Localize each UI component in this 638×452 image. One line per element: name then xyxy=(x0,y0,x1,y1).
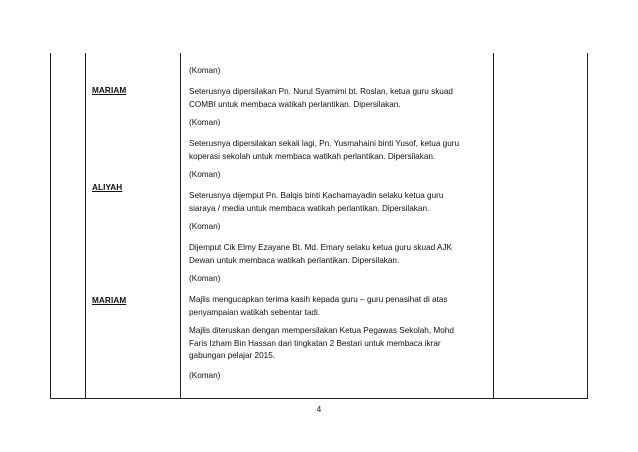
text-line: (Koman) xyxy=(189,274,221,283)
script-paragraph xyxy=(189,294,494,319)
text-line: (Koman) xyxy=(189,118,221,127)
script-paragraph xyxy=(189,370,494,383)
script-paragraph xyxy=(189,325,494,363)
script-paragraph xyxy=(189,190,494,215)
script-paragraph xyxy=(189,169,494,182)
text-line: penyampaian watikah sebentar tadi. xyxy=(189,307,321,317)
text-line: COMBI untuk membaca watikah perlantikan. Dipersilakan. xyxy=(189,99,401,109)
page-number: 4 xyxy=(316,405,322,414)
script-paragraph xyxy=(189,221,494,234)
table-border-left xyxy=(50,53,51,399)
script-paragraph xyxy=(189,65,494,78)
text-line: Dijemput Cik Elmy Ezayane Bt. Md. Emary selaku ketua guru skuad AJK xyxy=(189,243,453,252)
speaker-label: MARIAM xyxy=(92,296,127,305)
script-paragraph xyxy=(189,86,494,111)
text-line: Majlis mengucapkan terima kasih kepada guru – guru penasihat di atas xyxy=(189,295,448,304)
text-line: siaraya / media untuk membaca watikah perlantikan. Dipersilakan. xyxy=(189,203,430,213)
text-line: (Koman) xyxy=(189,222,221,231)
text-line: Seterusnya dijemput Pn. Balqis binti Kachamayadin selaku ketua guru xyxy=(189,191,444,200)
script-paragraph xyxy=(189,242,494,267)
text-line: Faris Izham Bin Hassan dari tingkatan 2 Bestari untuk membaca ikrar xyxy=(189,338,441,348)
script-paragraph xyxy=(189,117,494,130)
table-border-bottom xyxy=(50,398,588,399)
column-divider-1 xyxy=(85,53,86,399)
text-line: Dewan untuk membaca watikah perlantikan. Dipersilakan. xyxy=(189,255,400,265)
text-line: (Koman) xyxy=(189,371,221,380)
table-border-right xyxy=(587,53,588,399)
text-line: (Koman) xyxy=(189,170,221,179)
text-line: Majlis diteruskan dengan mempersilakan Ketua Pegawas Sekolah, Mohd xyxy=(189,326,454,335)
speaker-label: MARIAM xyxy=(92,86,127,95)
text-line: Seterusnya dipersilakan Pn. Nurul Syamimi bt. Roslan, ketua guru skuad xyxy=(189,87,453,96)
text-line: koperasi sekolah untuk membaca watikah perlantikan. Dipersilakan. xyxy=(189,151,436,161)
script-paragraph xyxy=(189,273,494,286)
speaker-label: ALIYAH xyxy=(92,183,123,192)
text-line: gabungan pelajar 2015. xyxy=(189,351,276,360)
column-divider-2 xyxy=(180,53,181,399)
text-line: Seterusnya dipersilakan sekali lagi, Pn. Yusmahaini binti Yusof, ketua guru xyxy=(189,139,460,148)
script-paragraph xyxy=(189,138,494,163)
text-line: (Koman) xyxy=(189,66,221,75)
